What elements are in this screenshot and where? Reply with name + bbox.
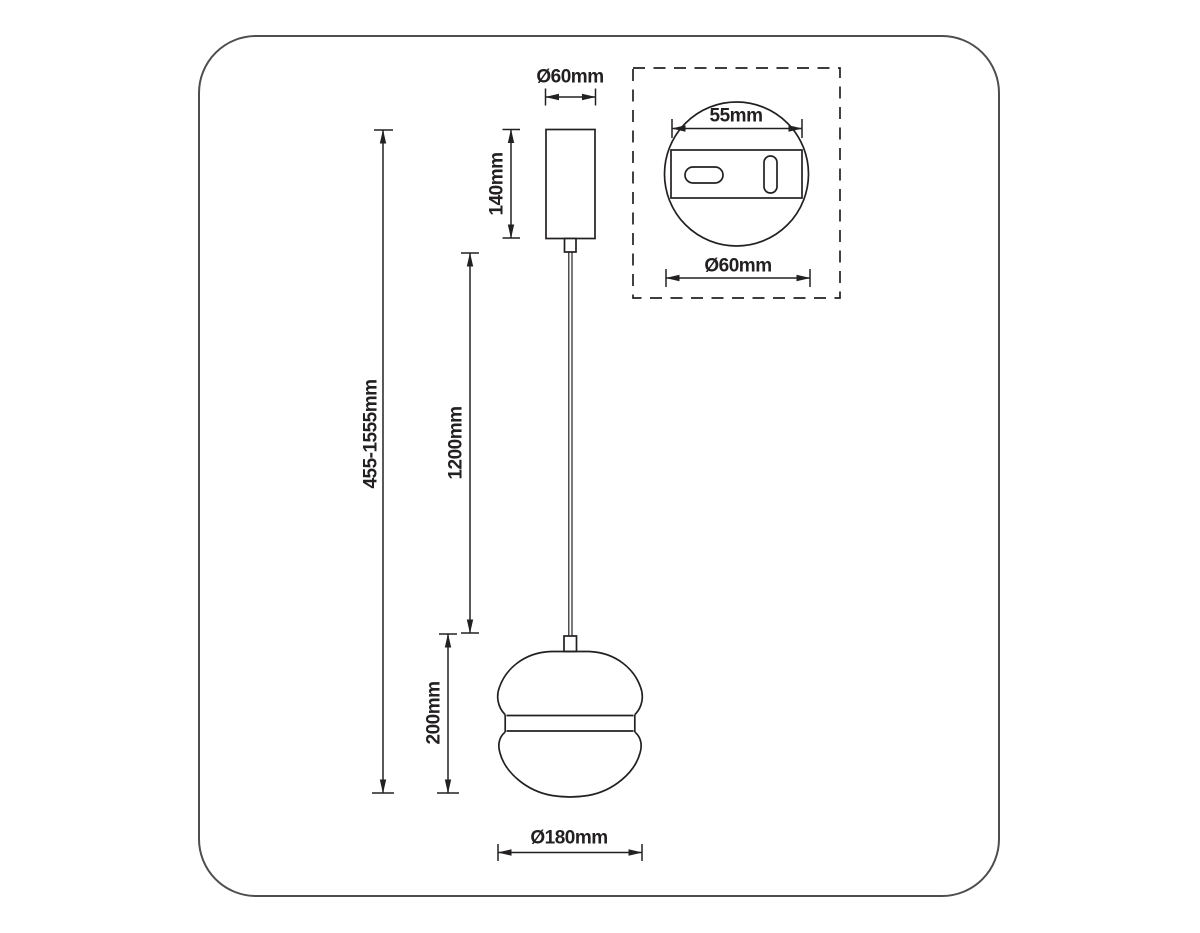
shade-height-label: 200mm	[423, 681, 445, 745]
bracket-slot-horizontal	[685, 167, 723, 183]
cable-length-label: 1200mm	[445, 406, 467, 480]
canopy-height-label: 140mm	[486, 152, 508, 216]
shade-cap	[564, 636, 577, 652]
dim-canopy-diameter	[546, 89, 596, 106]
strain-relief	[565, 239, 577, 253]
page-border	[199, 36, 999, 896]
pendant-lamp-front-view	[498, 130, 643, 797]
shade-upper-dome	[498, 652, 643, 715]
detail-bracket-width-label: 55mm	[709, 105, 763, 127]
shade-diameter-label: Ø180mm	[530, 827, 608, 849]
mounting-bracket	[671, 150, 802, 198]
canopy	[546, 130, 595, 239]
cable	[569, 252, 572, 636]
total-height-label: 455-1555mm	[360, 379, 382, 489]
shade-band	[505, 715, 635, 733]
detail-canopy-diameter-label: Ø60mm	[704, 255, 772, 277]
canopy-diameter-label: Ø60mm	[536, 66, 604, 88]
shade-lower-dome	[499, 732, 641, 797]
bracket-slot-vertical	[764, 156, 777, 193]
